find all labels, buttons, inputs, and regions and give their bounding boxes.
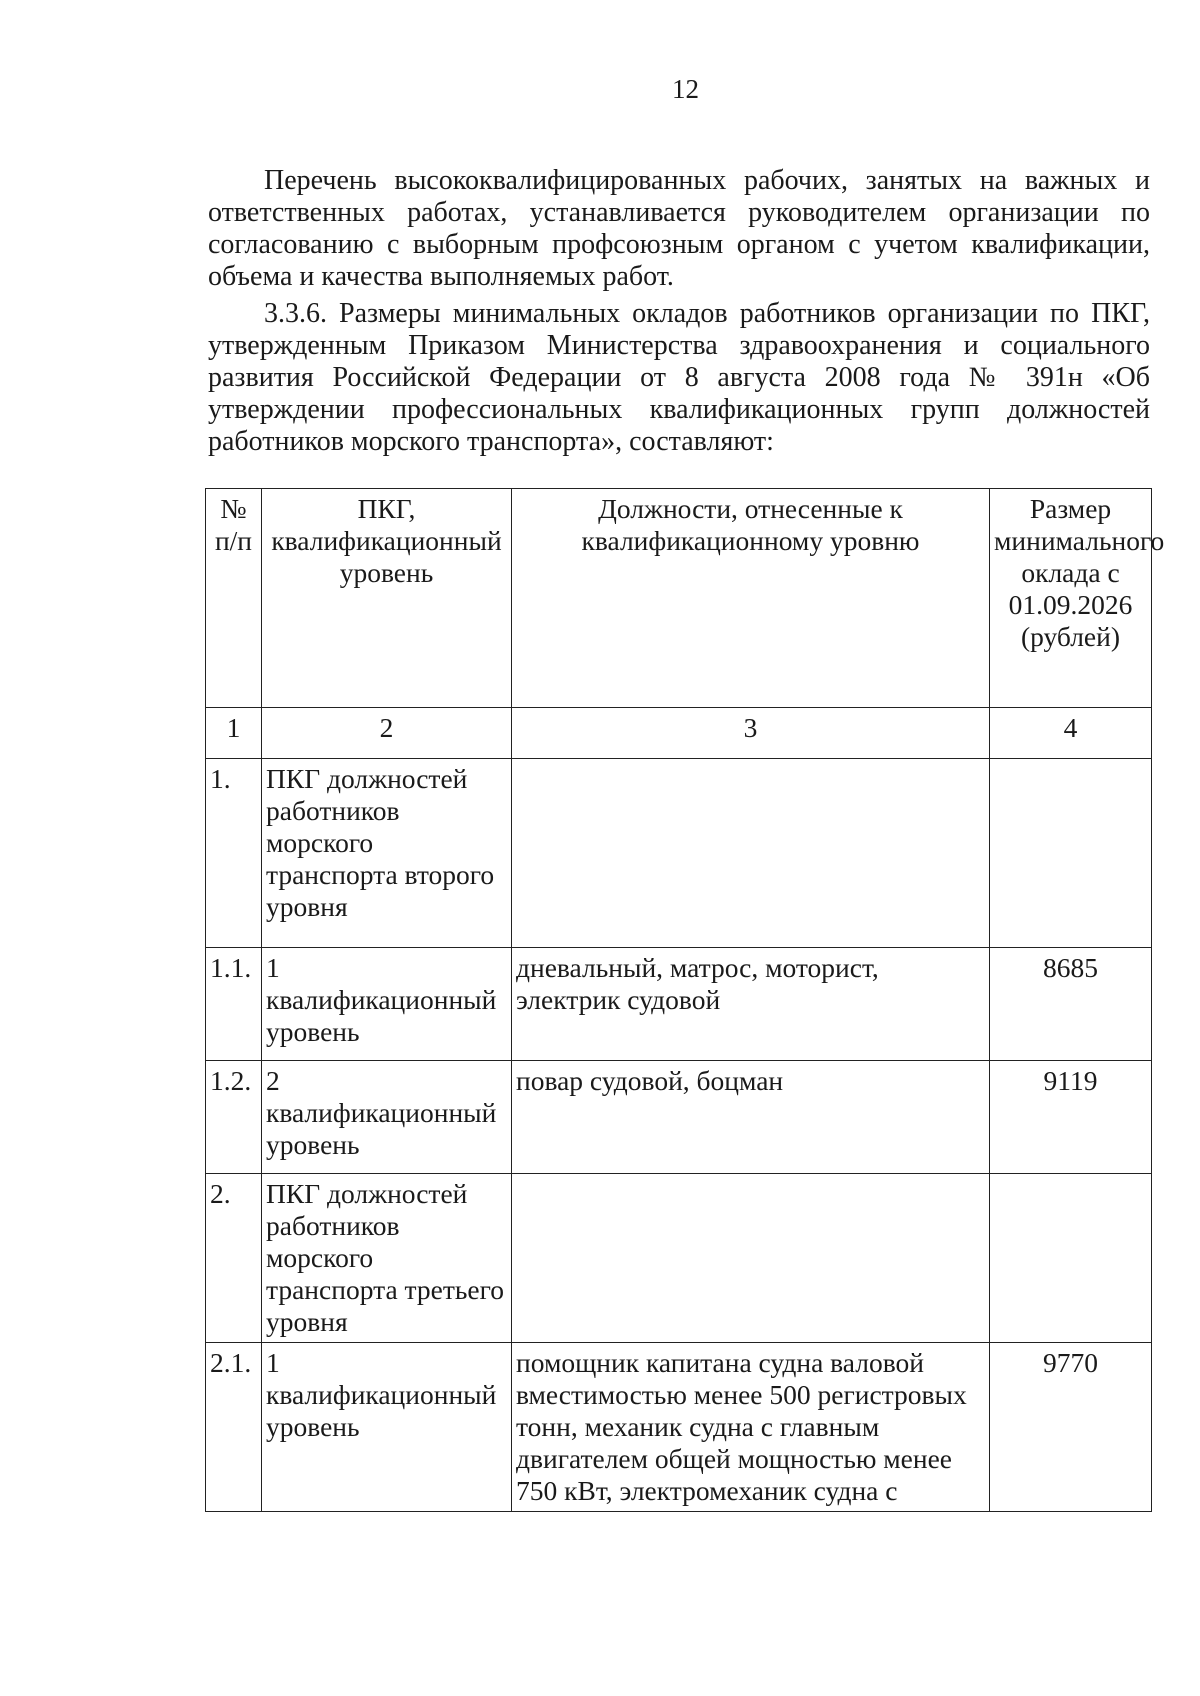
table-row: [206, 948, 1152, 1061]
column-number: 2: [262, 708, 512, 759]
header-salary: Размер минимального оклада с 01.09.2026 (рублей): [990, 489, 1152, 708]
column-number: 1: [206, 708, 262, 759]
column-number: 3: [512, 708, 990, 759]
row-salary: [990, 759, 1152, 948]
row-salary: 9770: [990, 1343, 1152, 1512]
salary-table: [205, 488, 1165, 1512]
paragraph-1: Перечень высококвалифицированных рабочих, занятых на важных и ответственных работах, устанавливается руководителем организации по согласованию с выборным профсоюзным органом с учетом квалификации, объема и качества выполняемых работ.: [208, 165, 1150, 292]
header-level: ПКГ, квалификационный уровень: [262, 489, 512, 708]
row-positions: повар судовой, боцман: [512, 1061, 990, 1174]
table-row: [206, 759, 1152, 948]
row-level: ПКГ должностей работников морского транспорта третьего уровня: [262, 1174, 512, 1343]
row-positions: дневальный, матрос, моторист, электрик судовой: [512, 948, 990, 1061]
table-row: [206, 1061, 1152, 1174]
row-level: 1 квалификационный уровень: [262, 948, 512, 1061]
header-number: № п/п: [206, 489, 262, 708]
row-number: 1.1.: [206, 948, 262, 1061]
row-level: 1 квалификационный уровень: [262, 1343, 512, 1512]
paragraph-2: 3.3.6. Размеры минимальных окладов работников организации по ПКГ, утвержденным Приказом Министерства здравоохранения и социального развития Российской Федерации от 8 августа 2008 года № 391н «Об утверждении профессиональных квалификационных групп должностей работников морского транспорта», составляют:: [208, 298, 1150, 457]
row-salary: 9119: [990, 1061, 1152, 1174]
table-row: [206, 1343, 1152, 1512]
row-number: 2.: [206, 1174, 262, 1343]
row-positions: помощник капитана судна валовой вместимостью менее 500 регистровых тонн, механик судна с главным двигателем общей мощностью менее 750 кВт, электромеханик судна с: [512, 1343, 990, 1512]
header-positions: Должности, отнесенные к квалификационному уровню: [512, 489, 990, 708]
row-positions: [512, 759, 990, 948]
row-number: 1.: [206, 759, 262, 948]
table-row: [206, 1174, 1152, 1343]
row-level: 2 квалификационный уровень: [262, 1061, 512, 1174]
table-header-row: [206, 489, 1152, 708]
row-salary: 8685: [990, 948, 1152, 1061]
row-level: ПКГ должностей работников морского транспорта второго уровня: [262, 759, 512, 948]
row-number: 1.2.: [206, 1061, 262, 1174]
row-salary: [990, 1174, 1152, 1343]
column-number: 4: [990, 708, 1152, 759]
column-number-row: [206, 708, 1152, 759]
row-positions: [512, 1174, 990, 1343]
row-number: 2.1.: [206, 1343, 262, 1512]
